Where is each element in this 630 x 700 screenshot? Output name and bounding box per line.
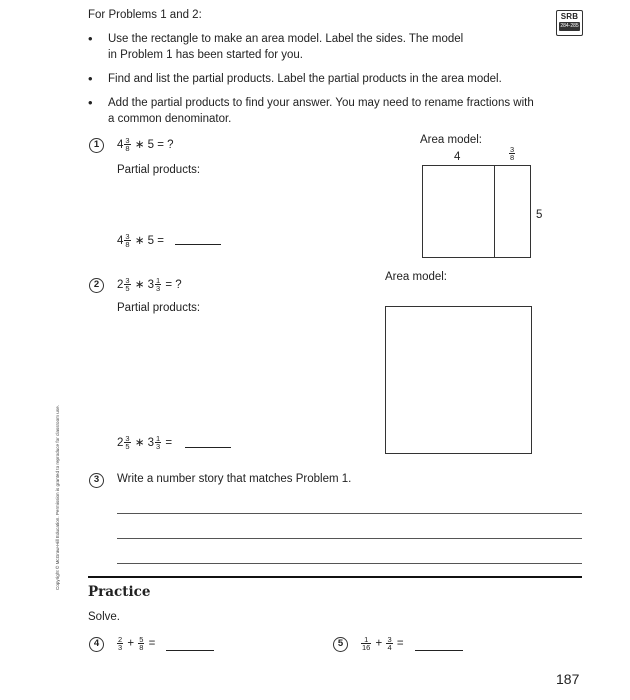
fraction: $\frac{3}{8}$ bbox=[125, 232, 130, 250]
instruction-text: Find and list the partial products. Label the partial products in the area model. bbox=[108, 73, 502, 85]
instruction-item bbox=[88, 95, 578, 127]
problem-4-number: 4 bbox=[89, 637, 104, 652]
problem-1-answer-expression: 4 $\frac{3}{8}$ ∗ 5 = bbox=[117, 232, 164, 250]
area-model-rectangle-2[interactable] bbox=[385, 306, 532, 454]
srb-label: SRB bbox=[560, 12, 579, 21]
instruction-text: a common denominator. bbox=[108, 113, 232, 125]
area-model-divider bbox=[494, 165, 495, 258]
bullet-icon: • bbox=[88, 95, 93, 110]
problem-3-number: 3 bbox=[89, 473, 104, 488]
answer-blank[interactable] bbox=[166, 650, 214, 651]
problem-3-text: Write a number story that matches Problem 1. bbox=[117, 473, 352, 485]
answer-blank[interactable] bbox=[175, 244, 221, 245]
section-divider bbox=[88, 576, 582, 578]
instruction-text: in Problem 1 has been started for you. bbox=[108, 49, 303, 61]
writing-line[interactable] bbox=[117, 538, 582, 539]
problem-2-expression: 2 $\frac{3}{5}$ ∗ 3 $\frac{1}{3}$ = ? bbox=[117, 276, 182, 294]
writing-line[interactable] bbox=[117, 563, 582, 564]
srb-pages: 284-285 bbox=[560, 23, 579, 29]
area-model-side-top: 4 bbox=[454, 151, 461, 163]
area-model-rectangle-1[interactable] bbox=[422, 165, 531, 258]
bullet-icon: • bbox=[88, 71, 93, 86]
problem-4-expression: $\frac{2}{3}$ + $\frac{5}{8}$ = bbox=[118, 635, 156, 652]
answer-blank[interactable] bbox=[185, 447, 231, 448]
fraction: $\frac{3}{8}$ bbox=[125, 136, 130, 154]
problem-5-expression: $\frac{1}{16}$ + $\frac{3}{4}$ = bbox=[362, 635, 404, 652]
problem-2-answer-expression: 2 $\frac{3}{5}$ ∗ 3 $\frac{1}{3}$ = bbox=[117, 434, 173, 452]
problem-1-expression: 4 $\frac{3}{8}$ ∗ 5 = ? bbox=[117, 136, 174, 154]
solve-instruction: Solve. bbox=[88, 611, 120, 623]
area-model-label: Area model: bbox=[385, 271, 448, 283]
instruction-text: Add the partial products to find your answer. You may need to rename fractions with bbox=[108, 97, 534, 109]
area-model-side-fraction: $\frac{3}{8}$ bbox=[510, 145, 515, 162]
partial-products-label: Partial products: bbox=[117, 302, 201, 314]
instruction-item bbox=[88, 71, 578, 87]
partial-products-label: Partial products: bbox=[117, 164, 201, 176]
answer-blank[interactable] bbox=[415, 650, 463, 651]
problem-1-number: 1 bbox=[89, 138, 104, 153]
writing-line[interactable] bbox=[117, 513, 582, 514]
practice-heading: Practice bbox=[88, 584, 151, 600]
instruction-item bbox=[88, 31, 578, 63]
page-number: 187 bbox=[556, 671, 580, 687]
copyright-notice: Copyright © McGraw-Hill Education. Permission is granted to reproduce for classroom use. bbox=[55, 405, 60, 590]
instruction-text: Use the rectangle to make an area model. Label the sides. The model bbox=[108, 33, 464, 45]
instructions-heading: For Problems 1 and 2: bbox=[88, 9, 202, 21]
bullet-icon: • bbox=[88, 31, 93, 46]
problem-2-number: 2 bbox=[89, 278, 104, 293]
area-model-label: Area model: bbox=[420, 134, 483, 146]
problem-5-number: 5 bbox=[333, 637, 348, 652]
area-model-side-right: 5 bbox=[536, 209, 543, 221]
